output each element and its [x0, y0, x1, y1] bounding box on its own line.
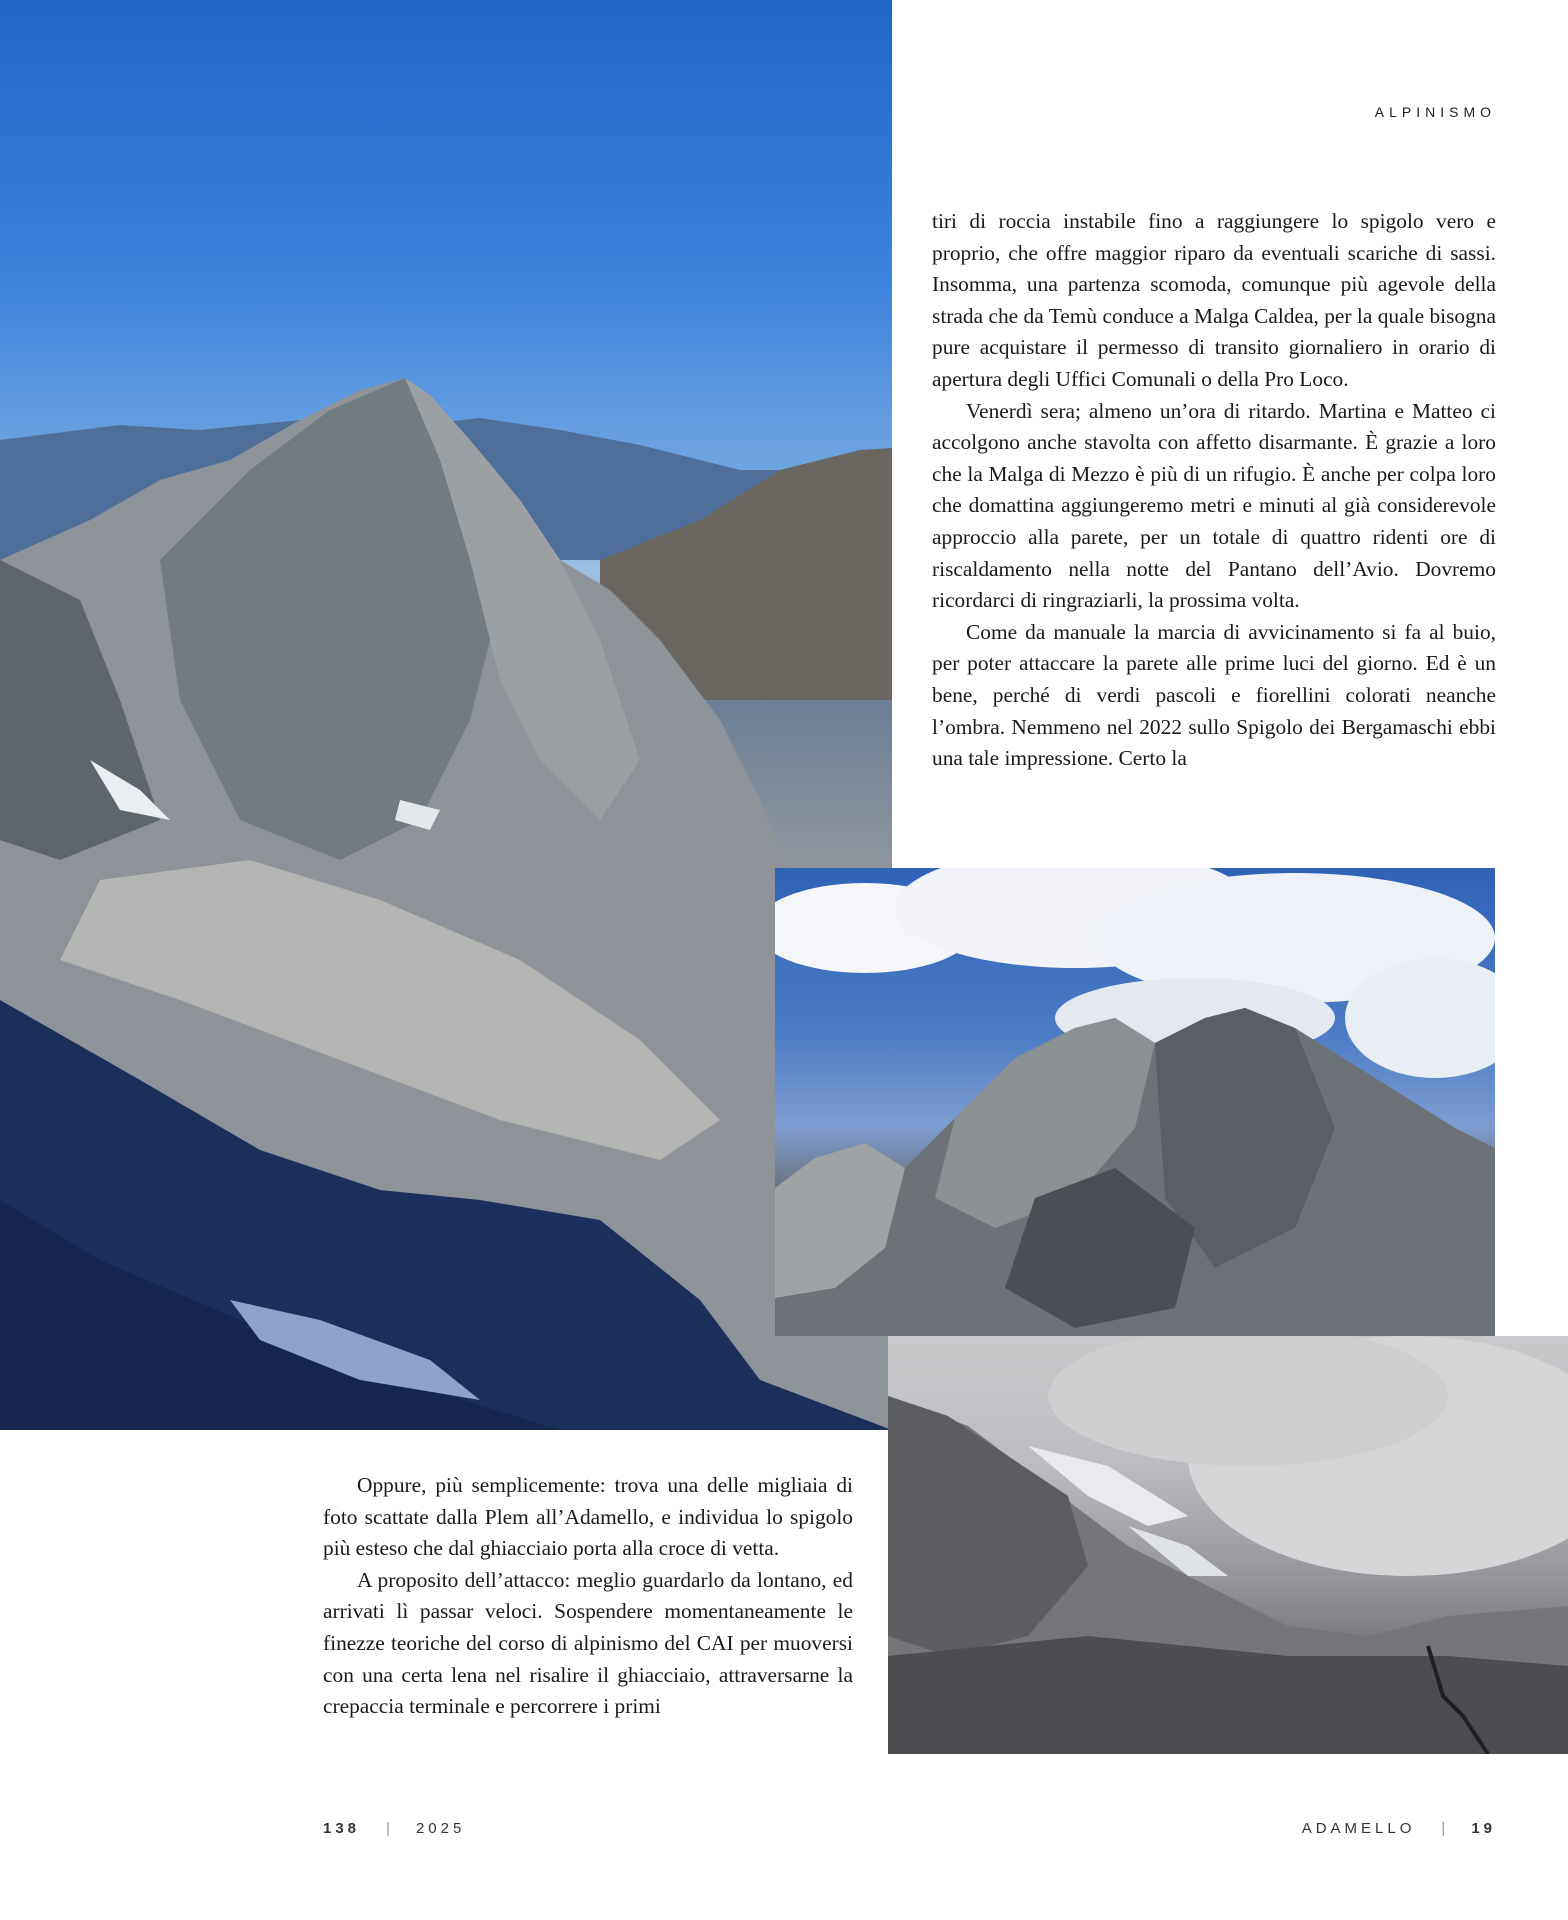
magazine-name: ADAMELLO [1301, 1820, 1416, 1837]
section-label: ALPINISMO [1374, 104, 1496, 120]
issue-year: 2025 [415, 1820, 466, 1837]
paragraph: Venerdì sera; almeno un’ora di ritardo. Martina e Matteo ci accolgono anche stavolta con affetto disarmante. È grazie a loro che la Malga di Mezzo è più di un rifugio. È anche per colpa loro che domattina aggiungeremo metri e minuti al già considerevole approccio alla parete, per un totale di quattro ridenti ore di riscaldamento nella notte del Pantano dell’Avio. Dovremo ricordarci di ringraziarli, la prossima volta. [932, 398, 1496, 613]
foggy-glacier-illustration [888, 1336, 1568, 1754]
paragraph: Come da manuale la marcia di avvicinamento si fa al buio, per poter attaccare la parete alle prime luci del giorno. Ed è un bene, perché di verdi pascoli e fiorellini colorati neanche l’ombra. Nemmeno nel 2022 sullo Spigolo dei Bergamaschi ebbi una tale impressione. Certo la [932, 619, 1496, 771]
mountain-peak-photo [0, 0, 892, 1430]
paragraph: tiri di roccia instabile fino a raggiungere lo spigolo vero e proprio, che offre maggior riparo da eventuali scariche di sassi. Insomma, una partenza scomoda, comunque più agevole della strada che da Temù conduce a Malga Caldea, per la quale bisogna pure acquistare il permesso di transito giornaliero in orario di apertura degli Uffici Comunali o della Pro Loco. [932, 209, 1496, 391]
mountain-peak-illustration [0, 0, 892, 1430]
article-column-right [932, 206, 1496, 775]
issue-number: 138 [323, 1820, 361, 1837]
footer-left [323, 1820, 465, 1837]
page-number: 19 [1471, 1820, 1496, 1837]
foggy-glacier-photo [888, 1336, 1568, 1754]
footer-separator: | [1441, 1820, 1446, 1837]
rocky-ridge-illustration [775, 868, 1495, 1336]
article-column-left [323, 1470, 853, 1723]
paragraph: Oppure, più semplicemente: trova una delle migliaia di foto scattate dalla Plem all’Adamello, e individua lo spigolo più esteso che dal ghiacciaio porta alla croce di vetta. [323, 1473, 853, 1561]
footer-right [1302, 1820, 1496, 1837]
rocky-ridge-photo [775, 868, 1495, 1336]
paragraph: A proposito dell’attacco: meglio guardarlo da lontano, ed arrivati lì passar veloci. Sospendere momentaneamente le finezze teoriche del corso di alpinismo del CAI per muoversi con una certa lena nel risalire il ghiacciaio, attraversarne la crepaccia terminale e percorrere i primi [323, 1567, 853, 1719]
footer-separator: | [386, 1820, 390, 1837]
